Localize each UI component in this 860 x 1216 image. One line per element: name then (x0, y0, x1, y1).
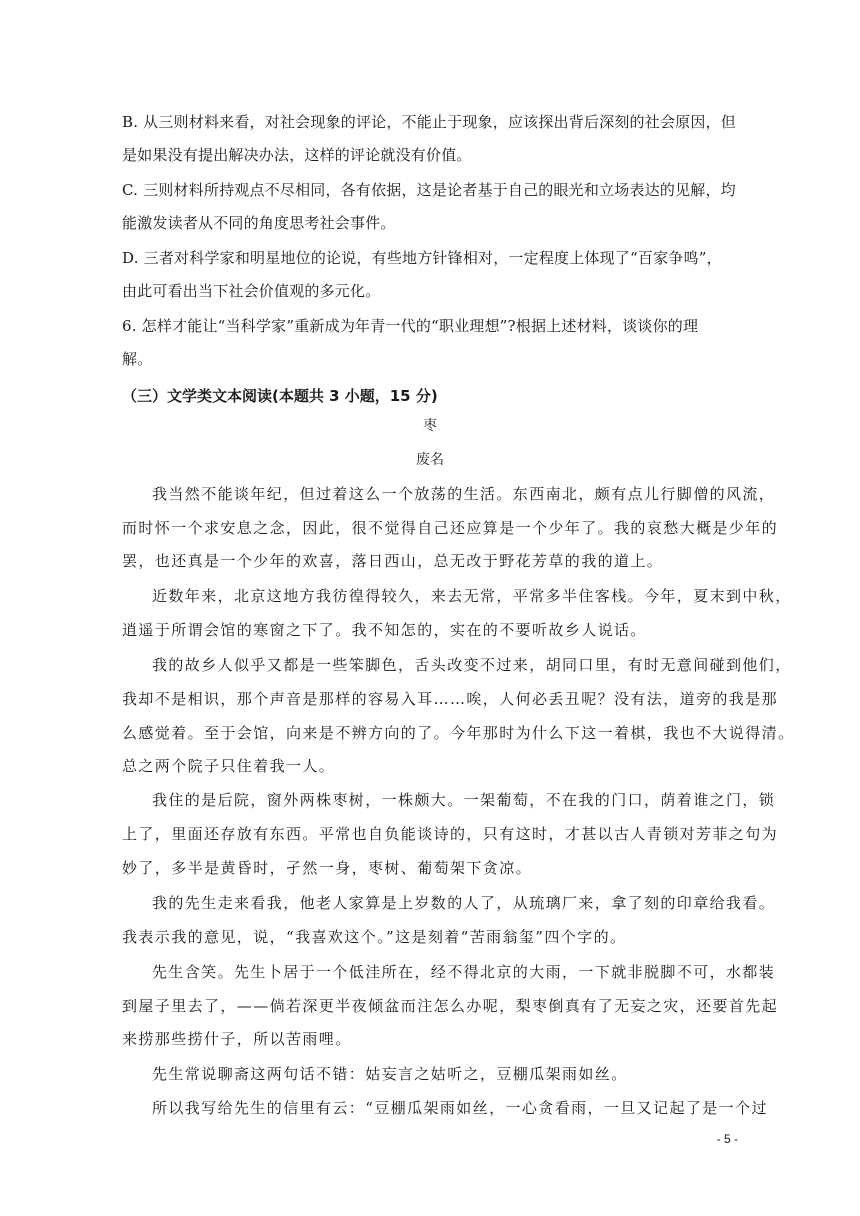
story-line: 我的先生走来看我，他老人家算是上岁数的人了，从琉璃厂来，拿了刻的印章给我看。 (152, 894, 776, 912)
story-line: 罢，也还真是一个少年的欢喜，落日西山，总无改于野花芳草的我的道上。 (122, 552, 664, 570)
section-heading: （三）文学类文本阅读(本题共 3 小题，15 分) (122, 387, 438, 405)
story-line: 我却不是相识，那个声音是那样的容易入耳……唉，人何必丢丑呢？没有法，道旁的我是那 (122, 690, 779, 708)
option-c-line-1: C. 三则材料所持观点不尽相同，各有依据，这是论者基于自己的眼光和立场表达的见解，均 (122, 181, 736, 199)
story-author: 废名 (416, 452, 444, 468)
story-line: 来捞那些捞什子，所以苦雨哩。 (122, 1030, 352, 1048)
option-c-line-2: 能激发读者从不同的角度思考社会事件。 (122, 214, 396, 232)
option-d-line-2: 由此可看出当下社会价值观的多元化。 (122, 282, 381, 300)
story-line: 到屋子里去了，——倘若深更半夜倾盆而注怎么办呢，梨枣倒真有了无妄之灾，还要首先起 (122, 997, 779, 1015)
story-line: 上了，里面还存放有东西。平常也自负能谈诗的，只有这时，才甚以古人青锁对芳菲之句为 (122, 825, 779, 843)
story-title: 枣 (423, 418, 437, 434)
story-line: 先生含笑。先生卜居于一个低洼所在，经不得北京的大雨，一下就非脱脚不可，水都装 (152, 963, 776, 981)
story-line: 我住的是后院，窗外两株枣树，一株颇大。一架葡萄，不在我的门口，荫着谁之门，锁 (152, 791, 776, 809)
story-line: 近数年来，北京这地方我彷徨得较久，来去无常，平常多半住客栈。今年，夏末到中秋， (152, 587, 792, 605)
story-line: 妙了，多半是黄昏时，孑然一身，枣树、葡萄架下贪凉。 (122, 859, 533, 877)
option-b-line-2: 是如果没有提出解决办法，这样的评论就没有价值。 (122, 146, 472, 164)
option-d-line-1: D. 三者对科学家和明星地位的论说，有些地方针锋相对，一定程度上体现了“百家争鸣”， (122, 249, 722, 267)
story-line: 逍遥于所谓会馆的寒窗之下了。我不知怎的，实在的不要听故乡人说话。 (122, 621, 647, 639)
option-b-line-1: B. 从三则材料来看，对社会现象的评论，不能止于现象，应该探出背后深刻的社会原因，但 (122, 113, 736, 131)
story-line: 总之两个院子只住着我一人。 (122, 757, 336, 775)
story-line: 么感觉着。至于会馆，向来是不辨方向的了。今年那时为什么下这一着棋，我也不大说得清。 (122, 724, 795, 742)
story-line: 而时怀一个求安息之念，因此，很不觉得自己还应算是一个少年了。我的哀愁大概是少年的 (122, 519, 779, 537)
story-line: 所以我写给先生的信里有云：“豆棚瓜架雨如丝，一心贪看雨，一旦又记起了是一个过 (152, 1099, 768, 1117)
story-line: 我表示我的意见，说，“我喜欢这个。”这是刻着“苦雨翁玺”四个字的。 (122, 928, 627, 946)
story-line: 先生常说聊斋这两句话不错：姑妄言之姑听之，豆棚瓜架雨如丝。 (152, 1065, 628, 1083)
story-line: 我当然不能谈年纪，但过着这么一个放荡的生活。东西南北，颇有点儿行脚僧的风流， (152, 485, 776, 503)
question-6-line-1: 6. 怎样才能让“当科学家”重新成为年青一代的“职业理想”?根据上述材料，谈谈你的理 (122, 317, 699, 335)
page-number: - 5 - (716, 1132, 738, 1146)
question-6-line-2: 解。 (122, 350, 153, 368)
story-line: 我的故乡人似乎又都是一些笨脚色，舌头改变不过来，胡同口里，有时无意间碰到他们， (152, 656, 792, 674)
